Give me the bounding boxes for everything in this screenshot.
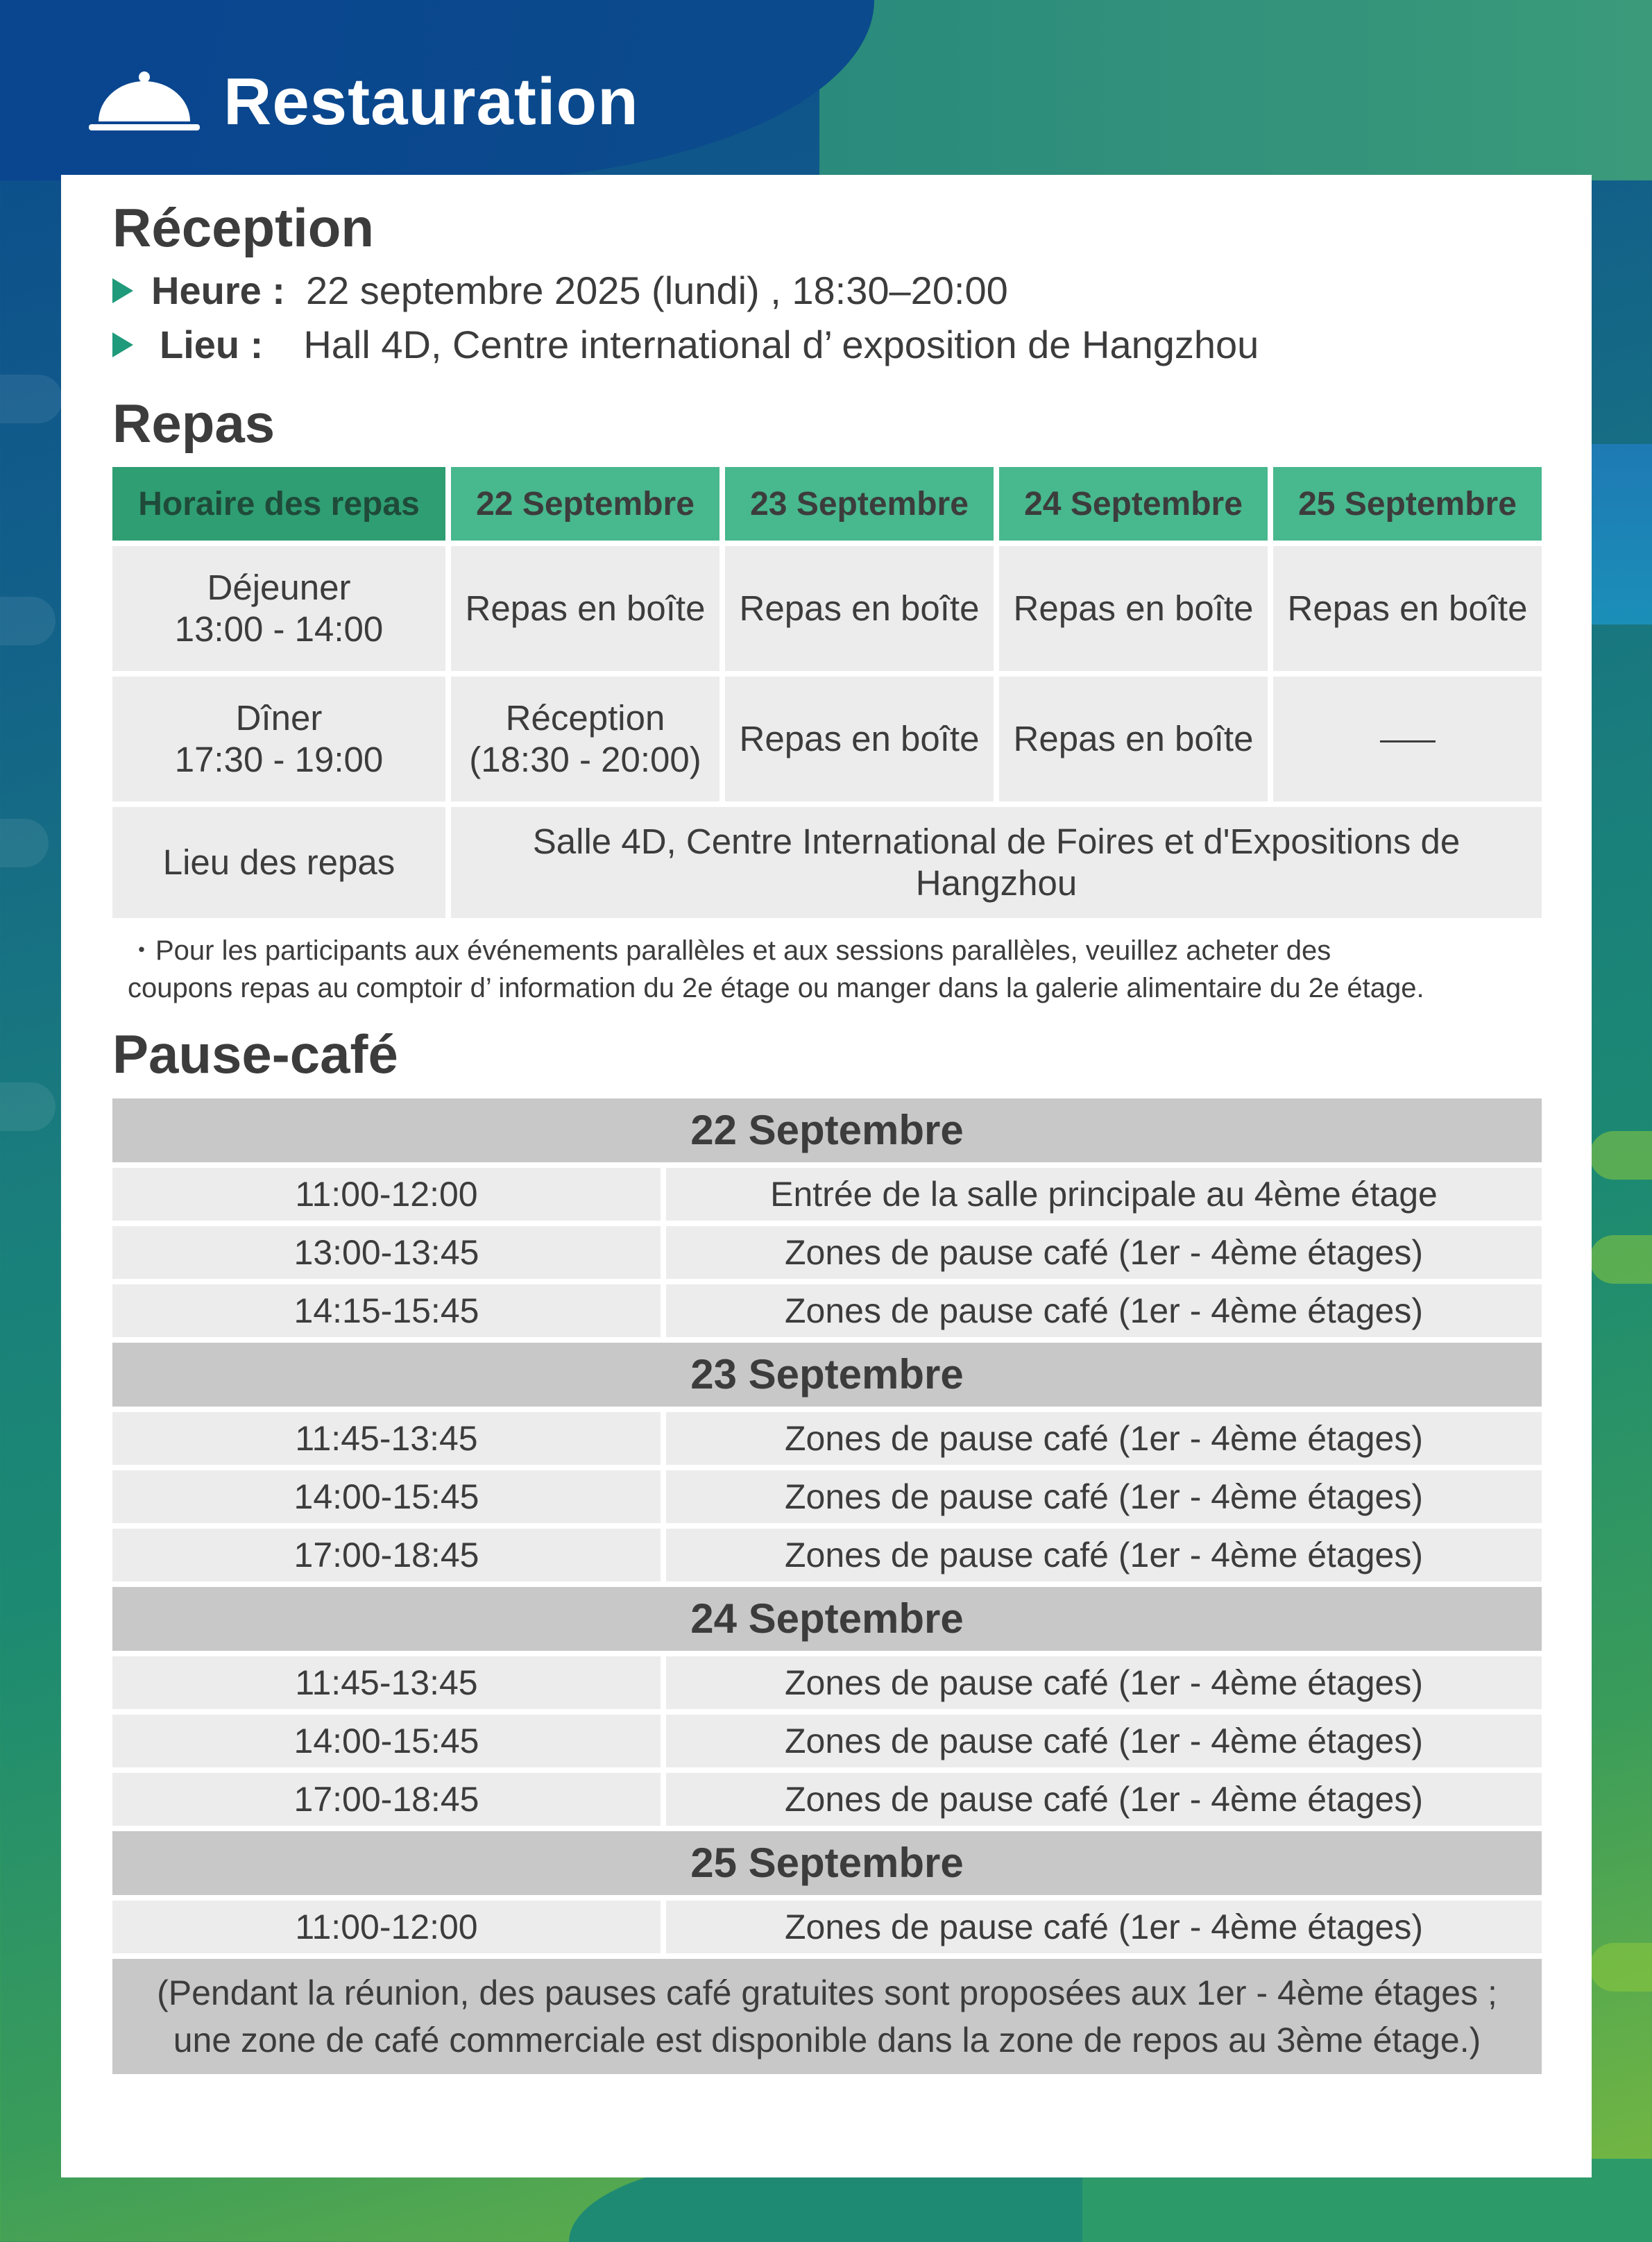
table-cell — [451, 677, 719, 801]
place-line: Hangzhou — [915, 863, 1078, 903]
place-cell: Entrée de la salle principale au 4ème étage — [666, 1168, 1542, 1221]
page-title: Restauration — [223, 65, 639, 139]
table-cell: Repas en boîte — [725, 546, 994, 671]
table-header-row — [112, 467, 1542, 541]
dinner-reception: Réception — [505, 698, 665, 738]
table-row — [112, 1470, 1542, 1523]
time-cell: 11:45-13:45 — [112, 1656, 661, 1709]
day-row — [112, 1343, 1542, 1407]
dinner-cell — [112, 677, 445, 801]
day-header: 23 Septembre — [112, 1343, 1542, 1407]
place-cell: Zones de pause café (1er - 4ème étages) — [666, 1715, 1542, 1767]
table-row — [112, 1773, 1542, 1826]
time-cell: 14:00-15:45 — [112, 1715, 661, 1767]
table-row — [112, 1529, 1542, 1581]
table-cell: Repas en boîte — [451, 546, 719, 671]
background-shape — [819, 0, 1652, 180]
decorative-bar — [0, 597, 56, 645]
decorative-bar — [1590, 1235, 1652, 1284]
pause-title: Pause-café — [112, 1024, 398, 1085]
table-row — [112, 1412, 1542, 1465]
content-card — [61, 175, 1592, 2177]
place-cell: Zones de pause café (1er - 4ème étages) — [666, 1412, 1542, 1465]
table-cell: Repas en boîte — [1273, 546, 1542, 671]
place-label: Lieu : — [160, 322, 264, 366]
table-row — [112, 1656, 1542, 1709]
decorative-bar — [1590, 1131, 1652, 1180]
table-cell: Repas en boîte — [999, 677, 1268, 801]
place-cell: Zones de pause café (1er - 4ème étages) — [666, 1470, 1542, 1523]
time-cell: 11:45-13:45 — [112, 1412, 661, 1465]
lunch-cell — [112, 546, 445, 671]
place-cell: Zones de pause café (1er - 4ème étages) — [666, 1901, 1542, 1953]
reception-title: Réception — [112, 197, 375, 258]
dinner-reception-time: (18:30 - 20:00) — [469, 740, 701, 780]
day-row — [112, 1587, 1542, 1651]
note-line: coupons repas au comptoir d’ information du 2e étage ou manger dans la galerie alimentaire du 2e étage. — [128, 973, 1424, 1004]
day-header: 24 Septembre — [112, 1587, 1542, 1651]
meal-note — [128, 932, 1542, 1007]
place-cell: Zones de pause café (1er - 4ème étages) — [666, 1773, 1542, 1826]
day-row — [112, 1831, 1542, 1895]
footnote-line: (Pendant la réunion, des pauses café gratuites sont proposées aux 1er - 4ème étages ; — [157, 1973, 1497, 2012]
time-value: 22 septembre 2025 (lundi) , 18:30–20:00 — [305, 268, 1008, 312]
table-header: 22 Septembre — [451, 467, 719, 541]
time-cell: 14:15-15:45 — [112, 1284, 661, 1337]
place-line: Salle 4D, Centre International de Foires et d'Expositions de — [532, 822, 1461, 862]
day-header: 25 Septembre — [112, 1831, 1542, 1895]
time-cell: 13:00-13:45 — [112, 1226, 661, 1279]
decorative-bar — [0, 819, 49, 867]
meal-table — [107, 461, 1547, 924]
page-header — [89, 64, 639, 140]
dinner-name: Dîner — [235, 698, 323, 738]
table-row — [112, 546, 1542, 671]
footnote-line: une zone de café commerciale est disponible dans la zone de repos au 3ème étage.) — [173, 2020, 1481, 2060]
dinner-time: 17:30 - 19:00 — [174, 740, 384, 780]
table-row — [112, 677, 1542, 801]
decorative-bar — [1590, 1943, 1652, 1992]
table-cell: Repas en boîte — [999, 546, 1268, 671]
time-cell: 14:00-15:45 — [112, 1470, 661, 1523]
day-header: 22 Septembre — [112, 1098, 1542, 1162]
place-cell — [451, 807, 1542, 918]
table-row — [112, 1226, 1542, 1279]
table-row — [112, 807, 1542, 918]
table-header: 25 Septembre — [1273, 467, 1542, 541]
time-label: Heure : — [151, 268, 285, 312]
table-header: Horaire des repas — [112, 467, 445, 541]
place-label-cell: Lieu des repas — [112, 807, 445, 918]
table-header: 24 Septembre — [999, 467, 1268, 541]
decorative-bar — [0, 375, 62, 423]
reception-place — [112, 318, 1542, 372]
cloche-icon — [89, 67, 200, 137]
table-row — [112, 1284, 1542, 1337]
table-cell: Repas en boîte — [725, 677, 994, 801]
footnote-row — [112, 1959, 1542, 2074]
table-row — [112, 1168, 1542, 1221]
place-cell: Zones de pause café (1er - 4ème étages) — [666, 1656, 1542, 1709]
lunch-name: Déjeuner — [207, 568, 351, 608]
day-row — [112, 1098, 1542, 1162]
time-cell: 11:00-12:00 — [112, 1168, 661, 1221]
reception-time — [112, 264, 1542, 318]
place-cell: Zones de pause café (1er - 4ème étages) — [666, 1529, 1542, 1581]
decorative-bar — [0, 1082, 56, 1131]
repas-title: Repas — [112, 392, 275, 454]
place-cell: Zones de pause café (1er - 4ème étages) — [666, 1226, 1542, 1279]
time-cell: 11:00-12:00 — [112, 1901, 661, 1953]
coffee-break-table — [107, 1093, 1547, 2080]
time-cell: 17:00-18:45 — [112, 1773, 661, 1826]
table-row — [112, 1901, 1542, 1953]
lunch-time: 13:00 - 14:00 — [174, 609, 384, 649]
table-cell — [1273, 677, 1542, 801]
table-row — [112, 1715, 1542, 1767]
table-header: 23 Septembre — [725, 467, 994, 541]
coffee-footnote — [112, 1959, 1542, 2074]
dash-mark — [1380, 740, 1436, 742]
place-cell: Zones de pause café (1er - 4ème étages) — [666, 1284, 1542, 1337]
arrow-icon — [112, 278, 133, 303]
note-line: ・Pour les participants aux événements parallèles et aux sessions parallèles, veuillez acheter des — [128, 935, 1331, 967]
place-value: Hall 4D, Centre international d’ exposition de Hangzhou — [303, 322, 1259, 366]
arrow-icon — [112, 332, 133, 357]
time-cell: 17:00-18:45 — [112, 1529, 661, 1581]
